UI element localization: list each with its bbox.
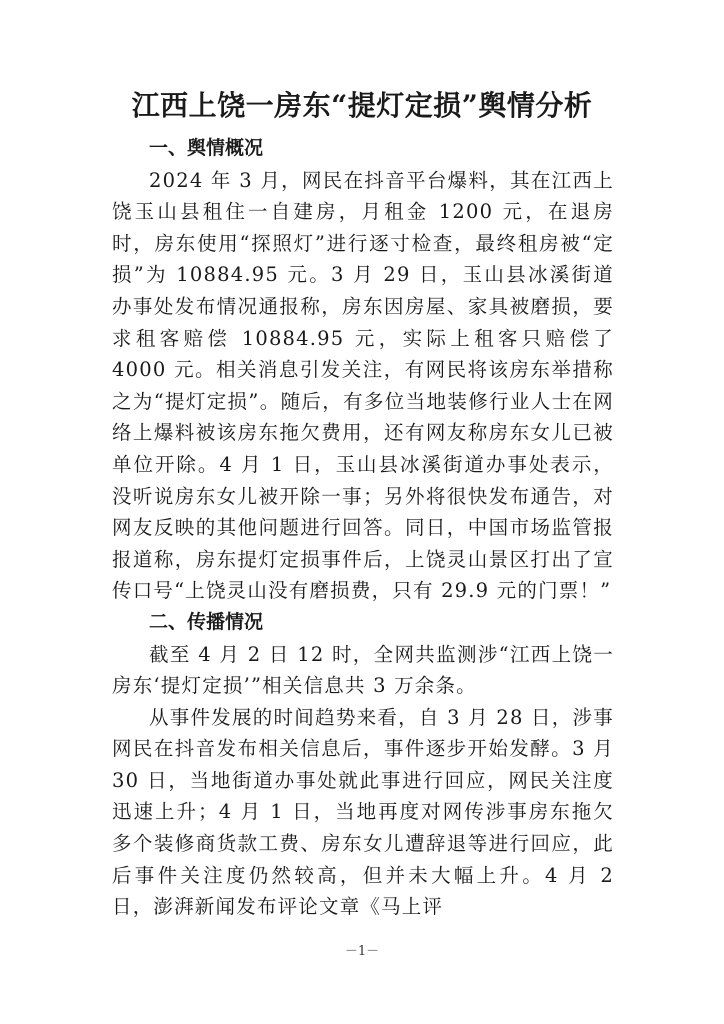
document-title: 江西上饶一房东“提灯定损”舆情分析 [131,89,593,122]
section-overview [112,133,614,607]
paragraph: 2024 年 3 月，网民在抖音平台爆料，其在江西上饶玉山县租住一自建房，月租金 1200 元，在退房时，房东使用“探照灯”进行逐寸检查，最终租房被“定损”为 10884.95 元。3 月 29 日，玉山县冰溪街道办事处发布情况通报称，房东因房屋、家具被磨损，要求租客赔偿 10884.95 元，实际上租客只赔偿了 4000 元。相关消息引发关注，有网民将该房东举措称之为“提灯定损”。随后，有多位当地装修行业人士在网络上爆料被该房东拖欠费用，还有网友称房东女儿已被单位开除。4 月 1 日，玉山县冰溪街道办事处表示，没听说房东女儿被开除一事；另外将很快发布通告，对网友反映的其他问题进行回答。同日，中国市场监管报报道称，房东提灯定损事件后，上饶灵山景区打出了宣传口号“上饶灵山没有磨损费，只有 29.9 元的门票！” [112,168,614,603]
paragraph: 从事件发展的时间趋势来看，自 3 月 28 日，涉事网民在抖音发布相关信息后，事件逐步开始发酵。3 月 30 日，当地街道办事处就此事进行回应，网民关注度迅速上升；4 月 1 日，当地再度对网传涉事房东拖欠多个装修商货款工费、房东女儿遭辞退等进行回应，此后事件关注度仍然较高，但并未大幅上升。4 月 2 日，澎湃新闻发布评论文章《马上评 [112,705,614,919]
document-body [112,133,614,923]
paragraph: 截至 4 月 2 日 12 时，全网共监测涉“江西上饶一房东‘提灯定损’”相关信息共 3 万余条。 [112,642,614,698]
section-heading: 二、传播情况 [149,610,264,633]
section-spread [112,607,614,923]
section-heading: 一、舆情概况 [149,137,264,159]
page-number: －1－ [344,944,380,959]
